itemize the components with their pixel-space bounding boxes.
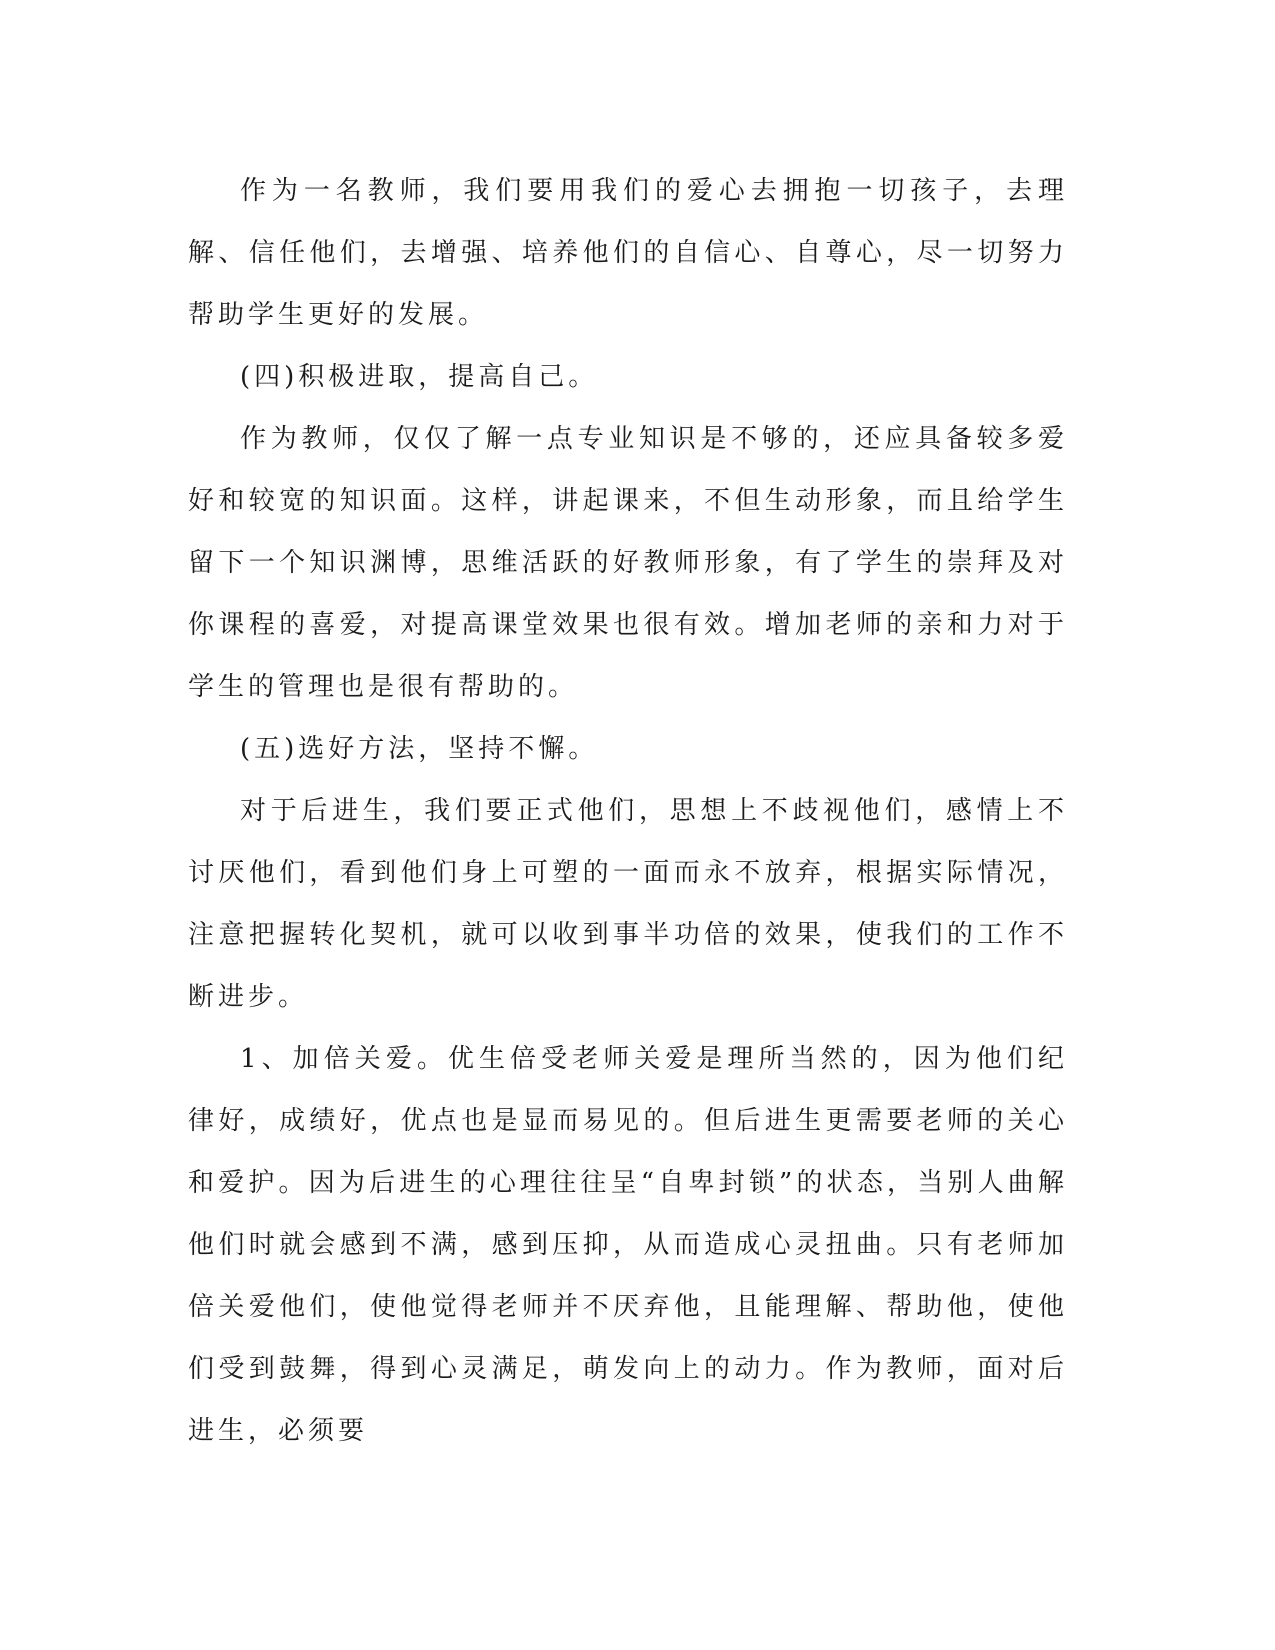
heading-section-four: (四)积极进取，提高自己。	[240, 362, 599, 392]
body-text	[188, 160, 1068, 1462]
paragraph-struggling-students: 对于后进生，我们要正式他们，思想上不歧视他们，感情上不讨厌他们，看到他们身上可塑的一面而永不放弃，根据实际情况，注意把握转化契机，就可以收到事半功倍的效果，使我们的工作不断进步。	[188, 796, 1068, 1012]
paragraph-love-students: 作为一名教师，我们要用我们的爱心去拥抱一切孩子，去理解、信任他们，去增强、培养他们的自信心、自尊心，尽一切努力帮助学生更好的发展。	[188, 176, 1068, 330]
paragraph-teacher-knowledge: 作为教师，仅仅了解一点专业知识是不够的，还应具备较多爱好和较宽的知识面。这样，讲起课来，不但生动形象，而且给学生留下一个知识渊博，思维活跃的好教师形象，有了学生的崇拜及对你课程的喜爱，对提高课堂效果也很有效。增加老师的亲和力对于学生的管理也是很有帮助的。	[188, 424, 1068, 702]
paragraph-extra-care: 1、加倍关爱。优生倍受老师关爱是理所当然的，因为他们纪律好，成绩好，优点也是显而易见的。但后进生更需要老师的关心和爱护。因为后进生的心理往往呈“自卑封锁”的状态，当别人曲解他们时就会感到不满，感到压抑，从而造成心灵扭曲。只有老师加倍关爱他们，使他觉得老师并不厌弃他，且能理解、帮助他，使他们受到鼓舞，得到心灵满足，萌发向上的动力。作为教师，面对后进生，必须要	[188, 1044, 1068, 1446]
heading-section-five: (五)选好方法，坚持不懈。	[240, 734, 599, 764]
